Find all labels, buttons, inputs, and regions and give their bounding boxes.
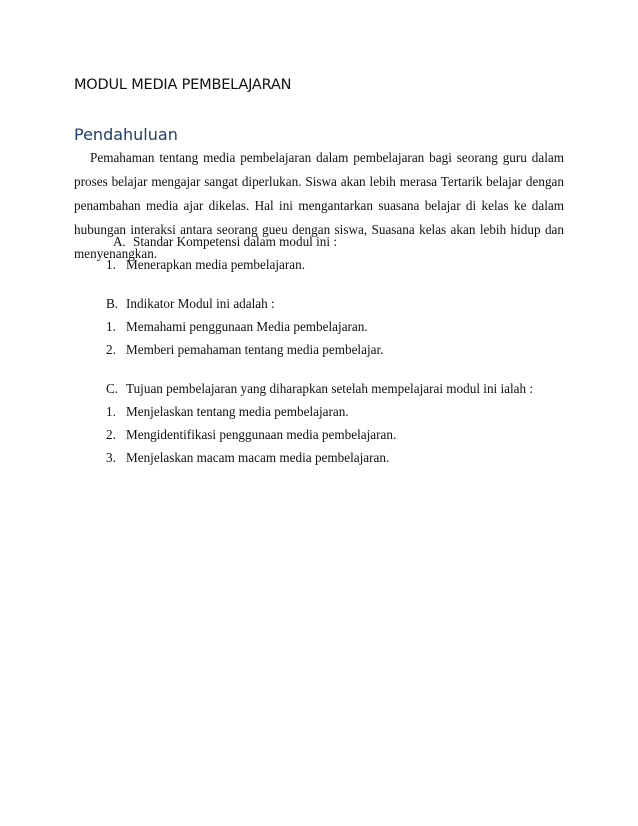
section-b-marker: B.	[106, 296, 119, 311]
list-item-marker: 1.	[106, 257, 116, 272]
list-item-text: Menerapkan media pembelajaran.	[126, 257, 306, 272]
list-item-text: Menjelaskan macam macam media pembelajaran.	[126, 450, 390, 465]
section-c-label: Tujuan pembelajaran yang diharapkan setelah mempelajarai modul ini ialah :	[126, 381, 534, 396]
list-item-marker: 1.	[106, 404, 116, 419]
list-item-marker: 2.	[106, 427, 116, 442]
list-item	[106, 450, 389, 466]
list-item-text: Memberi pemahaman tentang media pembelajar.	[126, 342, 384, 357]
list-item	[106, 404, 349, 420]
list-item	[106, 257, 305, 273]
section-c-header	[106, 381, 533, 397]
document-title: MODUL MEDIA PEMBELAJARAN	[74, 77, 292, 93]
intro-paragraph-text: Pemahaman tentang media pembelajaran dalam pembelajaran bagi seorang guru dalam proses belajar mengajar sangat diperlukan. Siswa akan lebih merasa Tertarik belajar dengan penambahan media ajar dikelas. Hal ini mengantarkan suasana belajar di kelas ke dalam hubungan interaksi antara seorang gueu dengan siswa, Suasana kelas akan lebih hidup dan menyenangkan.	[74, 150, 564, 261]
list-item	[106, 427, 396, 443]
section-a-header	[113, 234, 337, 250]
list-item-text: Menjelaskan tentang media pembelajaran.	[126, 404, 349, 419]
list-item	[106, 319, 368, 335]
section-a-label: Standar Kompetensi dalam modul ini :	[133, 234, 338, 249]
list-item-marker: 3.	[106, 450, 116, 465]
section-heading: Pendahuluan	[74, 125, 178, 144]
list-item-marker: 2.	[106, 342, 116, 357]
list-item-text: Mengidentifikasi penggunaan media pembelajaran.	[126, 427, 397, 442]
section-b-header	[106, 296, 275, 312]
list-item-text: Memahami penggunaan Media pembelajaran.	[126, 319, 368, 334]
section-c-marker: C.	[106, 381, 119, 396]
section-b-label: Indikator Modul ini adalah :	[126, 296, 275, 311]
list-item-marker: 1.	[106, 319, 116, 334]
section-a-marker: A.	[113, 234, 126, 249]
list-item	[106, 342, 383, 358]
